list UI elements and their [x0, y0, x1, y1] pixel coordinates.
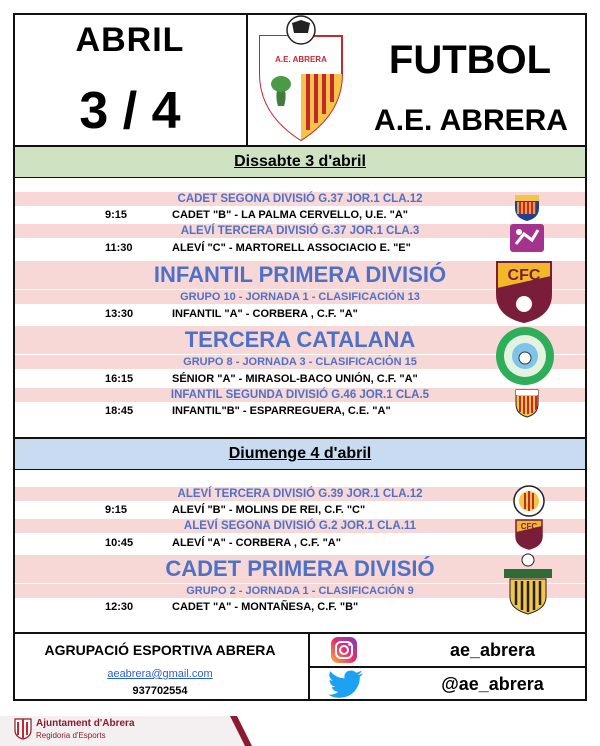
match-time: 11:30: [105, 242, 133, 254]
sunday-band-line: [13, 469, 587, 470]
opponent-badge-icon: [512, 192, 542, 222]
match-row: [15, 404, 495, 418]
twitter-handle[interactable]: @ae_abrera: [441, 674, 544, 694]
match-time: 9:15: [105, 504, 128, 516]
match-teams: ALEVÍ "C" - MARTORELL ASSOCIACIO E. "E": [172, 242, 411, 254]
opponent-badge-icon: [514, 388, 540, 418]
sunday-band: Diumenge 4 d'abril: [15, 439, 585, 469]
match-row: [15, 536, 495, 550]
opponent-badge-icon: [500, 553, 556, 615]
competition-title: TERCERA CATALANA: [15, 326, 585, 354]
org-name: AGRUPACIÓ ESPORTIVA ABRERA: [44, 642, 276, 658]
competition-line: ALEVÍ SEGONA DIVISIÓ G.2 JOR.1 CLA.11: [15, 519, 585, 533]
competition-subtitle: GRUPO 8 - JORNADA 3 - CLASIFICACIÓN 15: [15, 355, 585, 369]
competition-line: CADET SEGONA DIVISIÓ G.37 JOR.1 CLA.12: [15, 192, 585, 206]
match-time: 16:15: [105, 373, 134, 385]
match-teams: CADET "B" - LA PALMA CERVELLO, U.E. "A": [172, 209, 408, 221]
match-teams: ALEVÍ "B" - MOLINS DE REI, C.F. "C": [172, 504, 366, 516]
match-teams: INFANTIL"B" - ESPARREGUERA, C.E. "A": [172, 405, 391, 417]
match-row: [15, 241, 495, 255]
date-block: [15, 15, 245, 145]
competition-title: INFANTIL PRIMERA DIVISIÓ: [15, 261, 585, 289]
opponent-badge-icon: [514, 518, 544, 550]
club-title: A.E. ABRERA: [374, 104, 568, 137]
instagram-handle[interactable]: ae_abrera: [449, 640, 536, 660]
logo-text: A.E. ABRERA: [275, 55, 327, 64]
match-time: 10:45: [105, 537, 134, 549]
sponsor-dept: Regidoria d'Esports: [36, 731, 106, 740]
match-teams: CADET "A" - MONTAÑESA, C.F. "B": [172, 601, 359, 613]
saturday-band-line: [13, 177, 587, 178]
competition-line: ALEVÍ TERCERA DIVISIÓ G.37 JOR.1 CLA.3: [15, 224, 585, 238]
email-link[interactable]: aeabrera@gmail.com: [107, 668, 213, 680]
match-teams: SÉNIOR "A" - MIRASOL-BACO UNIÓN, C.F. "A": [172, 373, 418, 385]
competition-subtitle: GRUPO 10 - JORNADA 1 - CLASIFICACIÓN 13: [15, 290, 585, 304]
opponent-badge-icon: [492, 326, 558, 386]
match-time: 12:30: [105, 601, 134, 613]
match-row: [15, 503, 495, 517]
competition-line: ALEVÍ TERCERA DIVISIÓ G.39 JOR.1 CLA.12: [15, 487, 585, 501]
match-time: 18:45: [105, 405, 134, 417]
footer-top-line: [13, 632, 587, 634]
town-hall-shield-icon: [14, 718, 32, 740]
phone-number: 937702554: [132, 685, 188, 697]
opponent-badge-icon: [513, 485, 545, 517]
match-teams: INFANTIL "A" - CORBERA , C.F. "A": [172, 308, 358, 320]
match-row: [15, 372, 495, 386]
match-row: [15, 600, 495, 614]
days-label: 3 / 4: [79, 82, 181, 140]
match-time: 9:15: [105, 209, 128, 221]
competition-title: CADET PRIMERA DIVISIÓ: [15, 555, 585, 583]
header-divider: [246, 13, 248, 147]
club-logo: [256, 14, 346, 142]
match-row: [15, 307, 495, 321]
competition-line: INFANTIL SEGUNDA DIVISIÓ G.46 JOR.1 CLA.5: [15, 388, 585, 402]
badge-text: CFC: [520, 522, 538, 531]
month-label: ABRIL: [75, 21, 185, 59]
saturday-band: Dissabte 3 d'abril: [15, 147, 585, 177]
sponsor-name: Ajuntament d'Abrera: [36, 718, 135, 729]
footer-social-divider: [310, 666, 587, 668]
twitter-icon[interactable]: [328, 670, 364, 698]
match-time: 13:30: [105, 308, 134, 320]
instagram-icon[interactable]: [330, 636, 358, 664]
match-row: [15, 208, 495, 222]
sport-title: FUTBOL: [388, 38, 552, 82]
competition-subtitle: GRUPO 2 - JORNADA 1 - CLASIFICACIÓN 9: [15, 584, 585, 598]
match-teams: ALEVÍ "A" - CORBERA , C.F. "A": [172, 537, 341, 549]
opponent-badge-icon: [493, 258, 555, 324]
badge-text: CFC: [507, 267, 541, 284]
opponent-badge-icon: [510, 224, 544, 252]
